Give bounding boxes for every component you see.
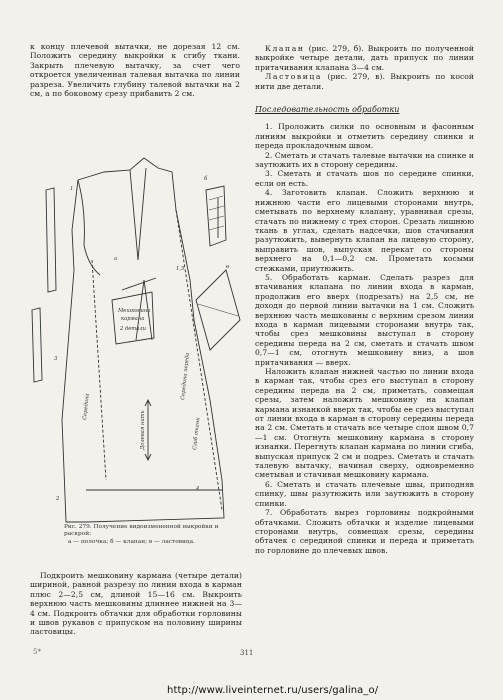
step-item: 2. Сметать и стачать талевые вытачки на спинке и заутюжить их в сторону середины.	[255, 150, 474, 170]
label-detail-count: 2 детали	[120, 326, 146, 332]
neck-curve	[78, 180, 100, 275]
signature-mark: 5*	[33, 648, 41, 656]
pattern-drawing	[26, 150, 246, 530]
caption-legend: а — полочка; б — клапан; в — ластовица.	[68, 538, 195, 545]
label-b: б	[204, 176, 208, 182]
step-item: 5. Обработать карман. Сделать разрез для втачивания клапана по линии входа в карман, продолжив его вверх (подрезать) на 2,5 см, не доходя до первой линии вытачки на 1 см. Сложить верхнюю часть мешковины с верхним срезом линии входа в карман лицевыми сторонами внутрь так, чтобы срез мешковины выступал в сторону середины переда на 2 см, сметать и стачать швом 0,7—1 см, отогнуть мешковину вниз, а шов притачивания — вверх.	[255, 272, 474, 367]
label-lobe-thread: Долевая нить	[140, 410, 146, 450]
caption-title: Рис. 279. Получение видоизмененной выкройки и раскрой:	[64, 524, 219, 538]
label-n2: 2	[56, 496, 60, 502]
right-column	[255, 44, 474, 555]
step-item: 7. Обработать вырез горловины подкройными обтачками. Сложить обтачки и изделие лицевыми сторонами внутрь, совмещая срезы, середины обтачек с серединой спинки и переда и приметать по горловине до плечевых швов.	[255, 508, 474, 555]
term-flap: Клапан	[265, 44, 305, 53]
left-column-bottom	[30, 571, 242, 637]
paragraph-gusset	[255, 72, 474, 91]
label-n3: 3	[54, 356, 58, 362]
shoulder-dart	[130, 168, 146, 260]
label-a: а	[114, 256, 118, 262]
dash-line	[176, 210, 222, 510]
label-middle-front: Середина переда	[180, 352, 191, 401]
source-url[interactable]: http://www.liveinternet.ru/users/galina_o/	[167, 685, 379, 696]
label-n4: 4	[196, 486, 200, 492]
label-pocket-bag-2: кармана	[121, 316, 145, 322]
figure-caption	[64, 524, 244, 546]
step-item: 4. Заготовить клапан. Сложить верхнюю и нижнюю части его лицевыми сторонами внутрь, сметывать по верхнему клапану, уравнивая срезы, стачать по нижнему с трех сторон. Срезать лишнюю ткань в углах, сделать надсечки, шов стачивания разутюжить, вывернуть клапан на лицевую сторону, выправить шов, выпуская перекат со стороны верхнего на 0,1—0,2 см. Прометать косыми стежками, приутюжить.	[255, 188, 474, 273]
label-15: 1,5	[176, 266, 185, 272]
step-item: 3. Сметать и стачать шов по середине спинки, если он есть.	[255, 169, 474, 188]
steps-list	[255, 122, 474, 555]
side-strip	[46, 188, 56, 292]
page-number: 311	[240, 649, 254, 657]
label-n1: 1	[70, 186, 74, 192]
pocket-entry-line	[122, 278, 156, 290]
term-gusset: Ластовица	[265, 72, 323, 82]
paragraph-flap	[255, 44, 474, 72]
dash-line	[92, 260, 106, 480]
paragraph: Подкроить мешковину кармана (четыре детали) шириной, равной разрезу по линии входа в карман плюс 2—2,5 см, длиной 15—16 см. Выкроить верхнюю часть мешковины длиннее нижней на 3—4 см. Подкроить обтачки для обработки горловины и швов рукавов с припуском на половину ширины ластовицы.	[30, 571, 242, 637]
paragraph: к концу плечевой вытачки, не дорезая 12 см. Положить середину выкройки к сгибу ткани. Закрыть плечевую вытачку, за счет чего откроется увеличенная талевая вытачка по линии разреза. Увеличить глубину талевой вытачки на 2 см, а по боковому срезу прибавить 2 см.	[30, 42, 240, 99]
flap-hatch	[209, 196, 224, 230]
gusset-diagonal	[198, 304, 238, 316]
section-heading: Последовательность обработки	[255, 105, 400, 115]
step-item: 1. Проложить силки по основным и фасонным линиям выкройки и отметить середину спинки и переда прокладочным швом.	[255, 122, 474, 151]
step-item: Наложить клапан нижней частью по линии входа в карман так, чтобы срез его выступал в сторону середины переда на 2 см, приметать, совмещая срезы, затем наложить мешковину на клапан кармана изнанкой вверх так, чтобы ее срез выступал от линии входа в карман в сторону середины переда на 2 см. Сметать и стачать все четыре слоя швом 0,7—1 см. Отогнуть мешковину кармана в сторону изнанки. Перегнуть клапан кармана по линии сгиба, выпуская припуск 2 см и подрез. Сметать и стачать талевую вытачку, начиная сверху, одновременно сметывая и стачивая мешковину кармана.	[255, 367, 474, 480]
gusset-text: (рис. 279, в). Выкроить по косой нити две детали.	[255, 72, 474, 91]
flap-text: (рис. 279, б). Выкроить по полученной выкройке четыре детали, дать припуск по линии притачивания клапана 3—4 см.	[255, 44, 474, 72]
label-pocket-bag-1: Мешковина	[118, 308, 151, 314]
label-bottom-front: Середина	[82, 393, 91, 421]
flap-piece	[206, 186, 226, 246]
side-strip	[32, 308, 42, 382]
pattern-figure	[26, 150, 246, 530]
step-item: 6. Сметать и стачать плечевые швы, приподняв спинку, швы разутюжить или заутюжить в сторону спинки.	[255, 479, 474, 508]
label-line-of-fold: Сгиб ткани	[192, 417, 202, 451]
label-v: в	[226, 264, 230, 270]
left-column-top	[30, 42, 240, 98]
